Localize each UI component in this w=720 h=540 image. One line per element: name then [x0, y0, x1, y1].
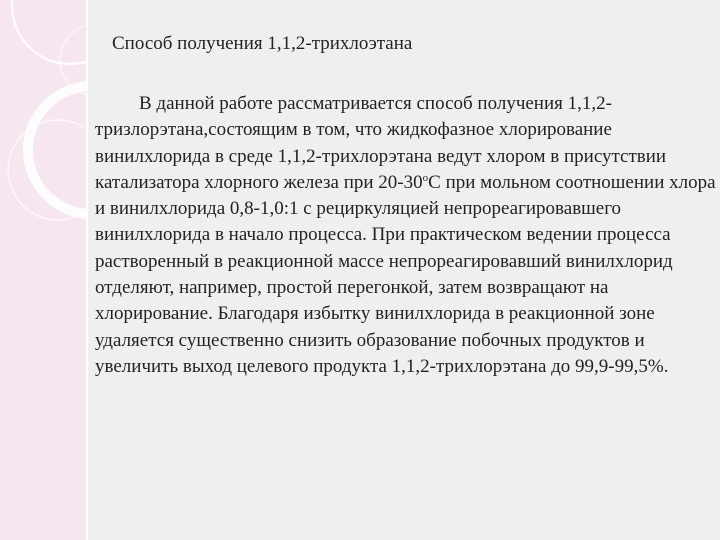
- decorative-circles: [0, 0, 86, 540]
- decorative-circle: [12, 0, 86, 64]
- degree-mark: о: [422, 171, 429, 184]
- slide-content: [88, 0, 720, 540]
- decorative-circle: [28, 86, 86, 214]
- decorative-circle: [8, 120, 86, 220]
- decorative-side-panel: [0, 0, 86, 540]
- body-text-part-2: С при мольном соотношении хлора и винилхлорида 0,8-1,0:1 с рециркуляцией непрореагировавшего винилхлорида в начало процесса. При практическом ведении процесса растворенный в реакционной массе непрореагировавший винилхлорид отделяют, например, простой перегонкой, затем возвращают на хлорирование. Благодаря избытку винилхлорида в реакционной зоне удаляется существенно снизить образование побочных продуктов и увеличить выход целевого продукта 1,1,2-трихлорэтана до 99,9-99,5%.: [95, 171, 716, 377]
- slide-title: Способ получения 1,1,2-трихлоэтана: [112, 33, 413, 54]
- slide-body-text: [95, 91, 717, 380]
- body-text-part-1: В данной работе рассматривается способ получения 1,1,2-тризлорэтана,состоящим в том, что жидкофазное хлорирование винилхлорида в среде 1,1,2-трихлорэтана ведут хлором в присутствии катализатора хлорного железа при 20-30: [95, 93, 667, 193]
